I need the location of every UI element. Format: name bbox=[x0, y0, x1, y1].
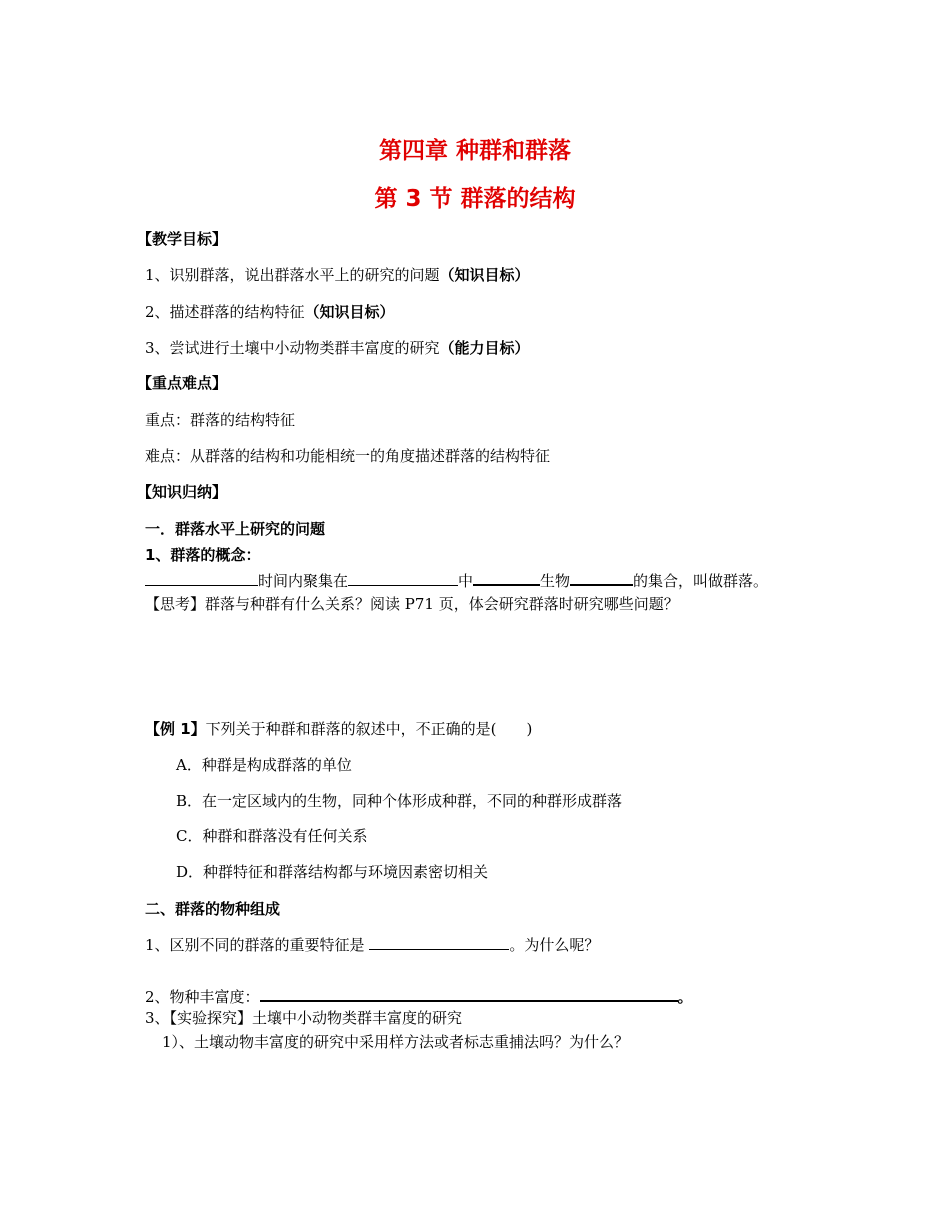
difficulty-point: 难点：从群落的结构和功能相统一的角度描述群落的结构特征 bbox=[145, 447, 551, 465]
focus-point: 重点：群落的结构特征 bbox=[145, 411, 296, 429]
objective-item bbox=[145, 338, 530, 358]
concept-title: 1、群落的概念： bbox=[145, 546, 261, 564]
objective-tag: （知识目标） bbox=[439, 266, 530, 284]
part1-title: 一．群落水平上研究的问题 bbox=[145, 520, 326, 538]
fill-blank[interactable] bbox=[260, 985, 678, 1002]
objective-item bbox=[145, 302, 395, 322]
fill-blank[interactable] bbox=[348, 570, 458, 586]
objective-item bbox=[145, 265, 530, 285]
concept-seg: 的集合，叫做群落。 bbox=[633, 572, 769, 590]
q2-before: 2、物种丰富度： bbox=[145, 988, 260, 1006]
keypoints-heading: 【重点难点】 bbox=[137, 374, 228, 392]
knowledge-heading: 【知识归纳】 bbox=[137, 483, 228, 501]
part2-title: 二、群落的物种组成 bbox=[145, 900, 281, 918]
example1-question bbox=[145, 719, 532, 739]
option-d: D．种群特征和群落结构都与环境因素密切相关 bbox=[176, 863, 489, 881]
fill-blank[interactable] bbox=[473, 569, 540, 586]
q1-after: 。为什么呢？ bbox=[509, 936, 600, 954]
option-c: C．种群和群落没有任何关系 bbox=[176, 827, 368, 845]
example-label: 【例 1】 bbox=[145, 720, 206, 738]
part2-q3-sub: 1）、土壤动物丰富度的研究中采用样方法或者标志重捕法吗？为什么？ bbox=[162, 1033, 630, 1051]
objective-text: 2、描述群落的结构特征 bbox=[145, 303, 305, 321]
fill-blank[interactable] bbox=[145, 570, 258, 586]
option-b: B．在一定区域内的生物，同种个体形成种群，不同的种群形成群落 bbox=[176, 792, 623, 810]
part2-q3: 3、【实验探究】土壤中小动物类群丰富度的研究 bbox=[145, 1009, 463, 1027]
q2-after: 。 bbox=[677, 988, 693, 1006]
chapter-title: 第四章 种群和群落 bbox=[378, 138, 571, 164]
objectives-heading: 【教学目标】 bbox=[137, 230, 228, 248]
part2-q1 bbox=[145, 934, 599, 955]
part2-q2 bbox=[145, 985, 693, 1007]
objective-tag: （知识目标） bbox=[304, 303, 395, 321]
think-question: 【思考】群落与种群有什么关系？阅读 P71 页，体会研究群落时研究哪些问题？ bbox=[145, 595, 679, 613]
concept-seg: 时间内聚集在 bbox=[258, 572, 349, 590]
concept-sentence bbox=[145, 569, 768, 591]
fill-blank[interactable] bbox=[369, 934, 509, 950]
objective-tag: （能力目标） bbox=[439, 339, 530, 357]
objective-text: 1、识别群落，说出群落水平上的研究的问题 bbox=[145, 266, 440, 284]
concept-seg: 中 bbox=[458, 572, 474, 590]
q1-before: 1、区别不同的群落的重要特征是 bbox=[145, 936, 370, 954]
fill-blank[interactable] bbox=[570, 569, 633, 586]
objective-text: 3、尝试进行土壤中小动物类群丰富度的研究 bbox=[145, 339, 440, 357]
example-text: 下列关于种群和群落的叙述中，不正确的是( ) bbox=[205, 720, 533, 738]
option-a: A．种群是构成群落的单位 bbox=[176, 756, 352, 774]
concept-seg: 生物 bbox=[540, 572, 571, 590]
section-title: 第 3 节 群落的结构 bbox=[374, 186, 576, 212]
